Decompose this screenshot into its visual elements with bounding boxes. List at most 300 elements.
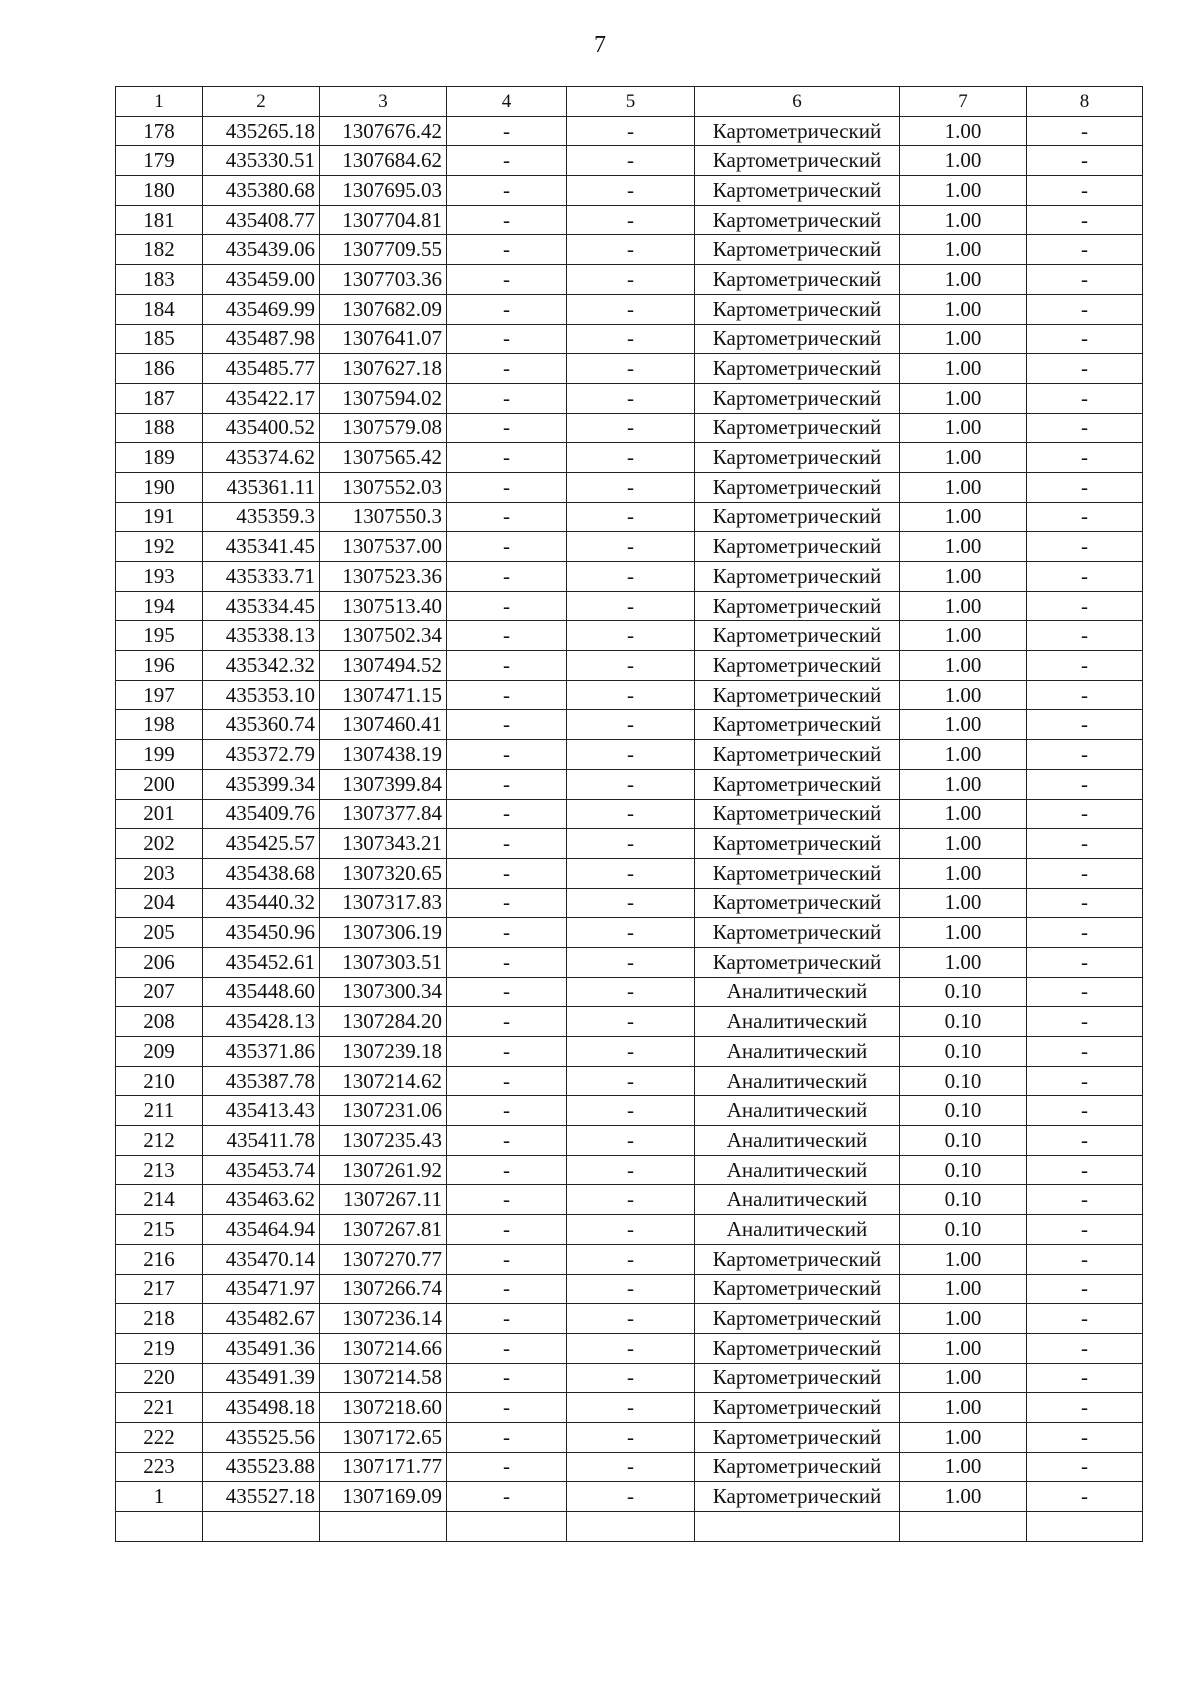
cell-col-4: - [447, 1422, 567, 1452]
table-row [116, 1215, 1143, 1245]
cell-col-8: - [1027, 324, 1143, 354]
cell-point-number: 178 [116, 116, 203, 146]
cell-method: Аналитический [695, 1185, 900, 1215]
cell-col-4: - [447, 472, 567, 502]
table-row [116, 591, 1143, 621]
cell-method: Картометрический [695, 888, 900, 918]
cell-accuracy: 1.00 [900, 799, 1027, 829]
cell-method: Картометрический [695, 651, 900, 681]
cell-col-8: - [1027, 265, 1143, 295]
cell-col-4: - [447, 116, 567, 146]
cell-col-5: - [567, 740, 695, 770]
cell-accuracy: 1.00 [900, 1304, 1027, 1334]
cell-y-coordinate: 1307579.08 [320, 413, 447, 443]
cell-col-5: - [567, 472, 695, 502]
cell-col-4: - [447, 1333, 567, 1363]
cell-col-8: - [1027, 829, 1143, 859]
cell-col-4: - [447, 1482, 567, 1512]
table-row [116, 443, 1143, 473]
cell-point-number: 220 [116, 1363, 203, 1393]
table-row [116, 858, 1143, 888]
cell-point-number [116, 1512, 203, 1542]
cell-col-5: - [567, 829, 695, 859]
cell-accuracy: 1.00 [900, 354, 1027, 384]
cell-y-coordinate: 1307303.51 [320, 947, 447, 977]
cell-col-4: - [447, 176, 567, 206]
table-row [116, 532, 1143, 562]
cell-col-5: - [567, 532, 695, 562]
cell-col-5: - [567, 591, 695, 621]
cell-col-4: - [447, 888, 567, 918]
cell-x-coordinate: 435439.06 [203, 235, 320, 265]
table-row [116, 1007, 1143, 1037]
cell-x-coordinate: 435353.10 [203, 680, 320, 710]
cell-col-5: - [567, 176, 695, 206]
cell-method: Картометрический [695, 562, 900, 592]
cell-point-number: 179 [116, 146, 203, 176]
cell-col-4: - [447, 146, 567, 176]
cell-method: Картометрический [695, 799, 900, 829]
cell-accuracy: 1.00 [900, 769, 1027, 799]
cell-point-number: 194 [116, 591, 203, 621]
cell-col-5: - [567, 680, 695, 710]
cell-point-number: 197 [116, 680, 203, 710]
cell-point-number: 202 [116, 829, 203, 859]
cell-col-8: - [1027, 1333, 1143, 1363]
cell-col-4: - [447, 562, 567, 592]
table-row [116, 1274, 1143, 1304]
cell-col-4: - [447, 740, 567, 770]
cell-col-5: - [567, 1244, 695, 1274]
table-row [116, 294, 1143, 324]
cell-y-coordinate: 1307218.60 [320, 1393, 447, 1423]
cell-x-coordinate: 435470.14 [203, 1244, 320, 1274]
column-header-3: 3 [320, 87, 447, 117]
cell-col-8: - [1027, 1185, 1143, 1215]
cell-col-5: - [567, 502, 695, 532]
cell-col-5: - [567, 918, 695, 948]
cell-y-coordinate: 1307284.20 [320, 1007, 447, 1037]
cell-y-coordinate: 1307377.84 [320, 799, 447, 829]
cell-col-8: - [1027, 472, 1143, 502]
cell-point-number: 217 [116, 1274, 203, 1304]
table-row [116, 235, 1143, 265]
cell-accuracy: 1.00 [900, 413, 1027, 443]
cell-y-coordinate: 1307270.77 [320, 1244, 447, 1274]
cell-col-4: - [447, 265, 567, 295]
cell-point-number: 195 [116, 621, 203, 651]
cell-point-number: 213 [116, 1155, 203, 1185]
cell-col-5: - [567, 651, 695, 681]
cell-accuracy: 1.00 [900, 443, 1027, 473]
cell-x-coordinate: 435471.97 [203, 1274, 320, 1304]
cell-x-coordinate: 435408.77 [203, 205, 320, 235]
cell-x-coordinate: 435338.13 [203, 621, 320, 651]
cell-col-4: - [447, 1452, 567, 1482]
cell-x-coordinate: 435527.18 [203, 1482, 320, 1512]
cell-point-number: 207 [116, 977, 203, 1007]
cell-col-5: - [567, 858, 695, 888]
cell-accuracy: 1.00 [900, 947, 1027, 977]
table-row [116, 562, 1143, 592]
cell-accuracy: 1.00 [900, 1244, 1027, 1274]
cell-y-coordinate: 1307537.00 [320, 532, 447, 562]
table-row [116, 621, 1143, 651]
table-row [116, 680, 1143, 710]
cell-x-coordinate: 435334.45 [203, 591, 320, 621]
cell-col-8: - [1027, 562, 1143, 592]
cell-method: Картометрический [695, 146, 900, 176]
cell-col-4: - [447, 799, 567, 829]
cell-method: Картометрический [695, 205, 900, 235]
column-header-8: 8 [1027, 87, 1143, 117]
cell-col-5: - [567, 294, 695, 324]
cell-point-number: 182 [116, 235, 203, 265]
cell-col-8: - [1027, 116, 1143, 146]
cell-col-8: - [1027, 621, 1143, 651]
cell-accuracy: 1.00 [900, 205, 1027, 235]
cell-accuracy: 0.10 [900, 1155, 1027, 1185]
cell-point-number: 214 [116, 1185, 203, 1215]
cell-y-coordinate: 1307300.34 [320, 977, 447, 1007]
cell-method: Картометрический [695, 116, 900, 146]
cell-col-4: - [447, 1244, 567, 1274]
cell-point-number: 212 [116, 1126, 203, 1156]
cell-method: Картометрический [695, 918, 900, 948]
cell-point-number: 210 [116, 1066, 203, 1096]
cell-col-4: - [447, 591, 567, 621]
cell-point-number: 199 [116, 740, 203, 770]
table-header-row [116, 87, 1143, 117]
column-header-5: 5 [567, 87, 695, 117]
cell-x-coordinate: 435463.62 [203, 1185, 320, 1215]
table-row [116, 1126, 1143, 1156]
cell-method: Картометрический [695, 1244, 900, 1274]
cell-col-4: - [447, 710, 567, 740]
cell-x-coordinate: 435453.74 [203, 1155, 320, 1185]
cell-col-5: - [567, 413, 695, 443]
cell-accuracy: 0.10 [900, 1096, 1027, 1126]
cell-method: Картометрический [695, 294, 900, 324]
cell-accuracy: 1.00 [900, 651, 1027, 681]
table-row [116, 1422, 1143, 1452]
cell-point-number: 187 [116, 383, 203, 413]
cell-accuracy: 1.00 [900, 1452, 1027, 1482]
table-row [116, 710, 1143, 740]
cell-col-4: - [447, 977, 567, 1007]
cell-method: Картометрический [695, 947, 900, 977]
cell-x-coordinate: 435372.79 [203, 740, 320, 770]
cell-col-8: - [1027, 1007, 1143, 1037]
cell-accuracy: 1.00 [900, 294, 1027, 324]
cell-accuracy: 1.00 [900, 324, 1027, 354]
cell-col-5: - [567, 235, 695, 265]
cell-col-4: - [447, 502, 567, 532]
table-row [116, 1244, 1143, 1274]
coordinates-table [115, 86, 1143, 1542]
table-row [116, 413, 1143, 443]
cell-col-4: - [447, 1096, 567, 1126]
cell-accuracy [900, 1512, 1027, 1542]
table-row [116, 205, 1143, 235]
cell-y-coordinate: 1307236.14 [320, 1304, 447, 1334]
cell-method: Картометрический [695, 265, 900, 295]
cell-y-coordinate: 1307676.42 [320, 116, 447, 146]
cell-col-5: - [567, 710, 695, 740]
cell-col-8: - [1027, 1096, 1143, 1126]
cell-col-5: - [567, 1333, 695, 1363]
cell-x-coordinate: 435265.18 [203, 116, 320, 146]
table-row [116, 1512, 1143, 1542]
cell-accuracy: 1.00 [900, 621, 1027, 651]
cell-col-4: - [447, 1066, 567, 1096]
cell-col-5: - [567, 265, 695, 295]
cell-col-4: - [447, 1126, 567, 1156]
cell-method: Картометрический [695, 532, 900, 562]
cell-point-number: 190 [116, 472, 203, 502]
table-row [116, 502, 1143, 532]
cell-y-coordinate: 1307261.92 [320, 1155, 447, 1185]
cell-col-5: - [567, 888, 695, 918]
cell-point-number: 215 [116, 1215, 203, 1245]
cell-accuracy: 1.00 [900, 235, 1027, 265]
table-row [116, 1363, 1143, 1393]
cell-col-8: - [1027, 799, 1143, 829]
cell-point-number: 180 [116, 176, 203, 206]
cell-y-coordinate: 1307695.03 [320, 176, 447, 206]
cell-x-coordinate: 435341.45 [203, 532, 320, 562]
cell-point-number: 208 [116, 1007, 203, 1037]
cell-col-5: - [567, 1155, 695, 1185]
cell-y-coordinate: 1307306.19 [320, 918, 447, 948]
cell-y-coordinate: 1307682.09 [320, 294, 447, 324]
cell-col-8: - [1027, 443, 1143, 473]
cell-col-8: - [1027, 858, 1143, 888]
cell-y-coordinate: 1307471.15 [320, 680, 447, 710]
cell-col-8: - [1027, 740, 1143, 770]
table-row [116, 829, 1143, 859]
table-row [116, 146, 1143, 176]
cell-col-4: - [447, 235, 567, 265]
cell-col-5: - [567, 1393, 695, 1423]
cell-x-coordinate: 435387.78 [203, 1066, 320, 1096]
cell-x-coordinate: 435359.3 [203, 502, 320, 532]
table-row [116, 977, 1143, 1007]
cell-col-4: - [447, 413, 567, 443]
cell-point-number: 206 [116, 947, 203, 977]
table-row [116, 1393, 1143, 1423]
cell-col-8: - [1027, 947, 1143, 977]
cell-col-4: - [447, 294, 567, 324]
table-body [116, 116, 1143, 1541]
cell-x-coordinate: 435448.60 [203, 977, 320, 1007]
cell-accuracy: 1.00 [900, 1274, 1027, 1304]
table-row [116, 1304, 1143, 1334]
cell-col-4: - [447, 621, 567, 651]
table-row [116, 651, 1143, 681]
cell-accuracy: 1.00 [900, 472, 1027, 502]
cell-col-8: - [1027, 1482, 1143, 1512]
cell-method: Картометрический [695, 443, 900, 473]
cell-method: Аналитический [695, 1037, 900, 1067]
cell-x-coordinate: 435374.62 [203, 443, 320, 473]
cell-x-coordinate: 435491.39 [203, 1363, 320, 1393]
cell-accuracy: 1.00 [900, 710, 1027, 740]
cell-y-coordinate: 1307214.62 [320, 1066, 447, 1096]
cell-y-coordinate: 1307627.18 [320, 354, 447, 384]
cell-col-8: - [1027, 680, 1143, 710]
cell-col-8: - [1027, 1155, 1143, 1185]
cell-x-coordinate: 435380.68 [203, 176, 320, 206]
table-row [116, 472, 1143, 502]
cell-x-coordinate: 435411.78 [203, 1126, 320, 1156]
cell-point-number: 191 [116, 502, 203, 532]
cell-method: Аналитический [695, 1155, 900, 1185]
cell-y-coordinate: 1307343.21 [320, 829, 447, 859]
cell-x-coordinate: 435523.88 [203, 1452, 320, 1482]
cell-method: Аналитический [695, 1126, 900, 1156]
cell-y-coordinate: 1307399.84 [320, 769, 447, 799]
cell-col-5: - [567, 1185, 695, 1215]
table-row [116, 799, 1143, 829]
cell-col-5: - [567, 977, 695, 1007]
cell-method: Картометрический [695, 1482, 900, 1512]
cell-point-number: 205 [116, 918, 203, 948]
cell-col-5: - [567, 354, 695, 384]
cell-y-coordinate: 1307460.41 [320, 710, 447, 740]
cell-point-number: 222 [116, 1422, 203, 1452]
cell-col-8: - [1027, 1452, 1143, 1482]
cell-accuracy: 1.00 [900, 146, 1027, 176]
cell-col-8: - [1027, 888, 1143, 918]
cell-col-4: - [447, 918, 567, 948]
cell-method: Картометрический [695, 502, 900, 532]
cell-method: Картометрический [695, 1452, 900, 1482]
table-row [116, 265, 1143, 295]
cell-col-8: - [1027, 918, 1143, 948]
cell-col-5: - [567, 1422, 695, 1452]
cell-col-4: - [447, 354, 567, 384]
cell-y-coordinate: 1307704.81 [320, 205, 447, 235]
cell-accuracy: 1.00 [900, 591, 1027, 621]
cell-method [695, 1512, 900, 1542]
cell-point-number: 193 [116, 562, 203, 592]
cell-x-coordinate: 435413.43 [203, 1096, 320, 1126]
cell-x-coordinate: 435361.11 [203, 472, 320, 502]
cell-method: Картометрический [695, 769, 900, 799]
cell-accuracy: 1.00 [900, 532, 1027, 562]
cell-x-coordinate: 435469.99 [203, 294, 320, 324]
cell-x-coordinate: 435482.67 [203, 1304, 320, 1334]
cell-col-4: - [447, 1007, 567, 1037]
cell-method: Картометрический [695, 235, 900, 265]
cell-col-8: - [1027, 1274, 1143, 1304]
cell-point-number: 200 [116, 769, 203, 799]
cell-x-coordinate: 435491.36 [203, 1333, 320, 1363]
cell-col-5: - [567, 1304, 695, 1334]
cell-x-coordinate: 435452.61 [203, 947, 320, 977]
cell-x-coordinate: 435438.68 [203, 858, 320, 888]
cell-method: Картометрический [695, 680, 900, 710]
cell-point-number: 203 [116, 858, 203, 888]
cell-y-coordinate: 1307235.43 [320, 1126, 447, 1156]
cell-y-coordinate: 1307266.74 [320, 1274, 447, 1304]
cell-col-8: - [1027, 1393, 1143, 1423]
cell-col-5: - [567, 621, 695, 651]
cell-y-coordinate: 1307703.36 [320, 265, 447, 295]
cell-point-number: 216 [116, 1244, 203, 1274]
cell-col-5: - [567, 947, 695, 977]
cell-col-8: - [1027, 1304, 1143, 1334]
cell-col-8: - [1027, 146, 1143, 176]
cell-accuracy: 0.10 [900, 1007, 1027, 1037]
cell-col-5: - [567, 324, 695, 354]
table-row [116, 947, 1143, 977]
cell-accuracy: 1.00 [900, 502, 1027, 532]
cell-col-5: - [567, 1096, 695, 1126]
cell-point-number: 196 [116, 651, 203, 681]
cell-y-coordinate: 1307494.52 [320, 651, 447, 681]
cell-col-8: - [1027, 1363, 1143, 1393]
cell-col-8: - [1027, 532, 1143, 562]
cell-y-coordinate: 1307594.02 [320, 383, 447, 413]
cell-point-number: 204 [116, 888, 203, 918]
cell-x-coordinate: 435485.77 [203, 354, 320, 384]
cell-point-number: 188 [116, 413, 203, 443]
cell-col-4: - [447, 1215, 567, 1245]
cell-x-coordinate: 435459.00 [203, 265, 320, 295]
cell-x-coordinate: 435400.52 [203, 413, 320, 443]
cell-point-number: 189 [116, 443, 203, 473]
cell-col-5: - [567, 205, 695, 235]
cell-col-4: - [447, 1363, 567, 1393]
table-row [116, 324, 1143, 354]
cell-method: Аналитический [695, 1066, 900, 1096]
cell-col-4: - [447, 383, 567, 413]
cell-y-coordinate: 1307709.55 [320, 235, 447, 265]
cell-col-5: - [567, 1126, 695, 1156]
cell-y-coordinate: 1307267.81 [320, 1215, 447, 1245]
cell-method: Аналитический [695, 977, 900, 1007]
column-header-2: 2 [203, 87, 320, 117]
cell-accuracy: 1.00 [900, 858, 1027, 888]
cell-col-5: - [567, 1037, 695, 1067]
cell-col-5: - [567, 146, 695, 176]
cell-y-coordinate: 1307169.09 [320, 1482, 447, 1512]
cell-x-coordinate: 435342.32 [203, 651, 320, 681]
cell-col-4: - [447, 324, 567, 354]
cell-col-5: - [567, 383, 695, 413]
cell-accuracy: 1.00 [900, 383, 1027, 413]
cell-method: Картометрический [695, 1333, 900, 1363]
cell-accuracy: 1.00 [900, 680, 1027, 710]
cell-x-coordinate: 435464.94 [203, 1215, 320, 1245]
cell-col-4: - [447, 1274, 567, 1304]
cell-x-coordinate [203, 1512, 320, 1542]
cell-col-4: - [447, 1037, 567, 1067]
cell-method: Картометрический [695, 1393, 900, 1423]
cell-y-coordinate: 1307565.42 [320, 443, 447, 473]
cell-col-4: - [447, 769, 567, 799]
cell-method: Аналитический [695, 1096, 900, 1126]
cell-col-8: - [1027, 1037, 1143, 1067]
cell-point-number: 218 [116, 1304, 203, 1334]
cell-col-4: - [447, 1185, 567, 1215]
cell-point-number: 192 [116, 532, 203, 562]
cell-y-coordinate: 1307550.3 [320, 502, 447, 532]
cell-y-coordinate: 1307513.40 [320, 591, 447, 621]
cell-col-4 [447, 1512, 567, 1542]
